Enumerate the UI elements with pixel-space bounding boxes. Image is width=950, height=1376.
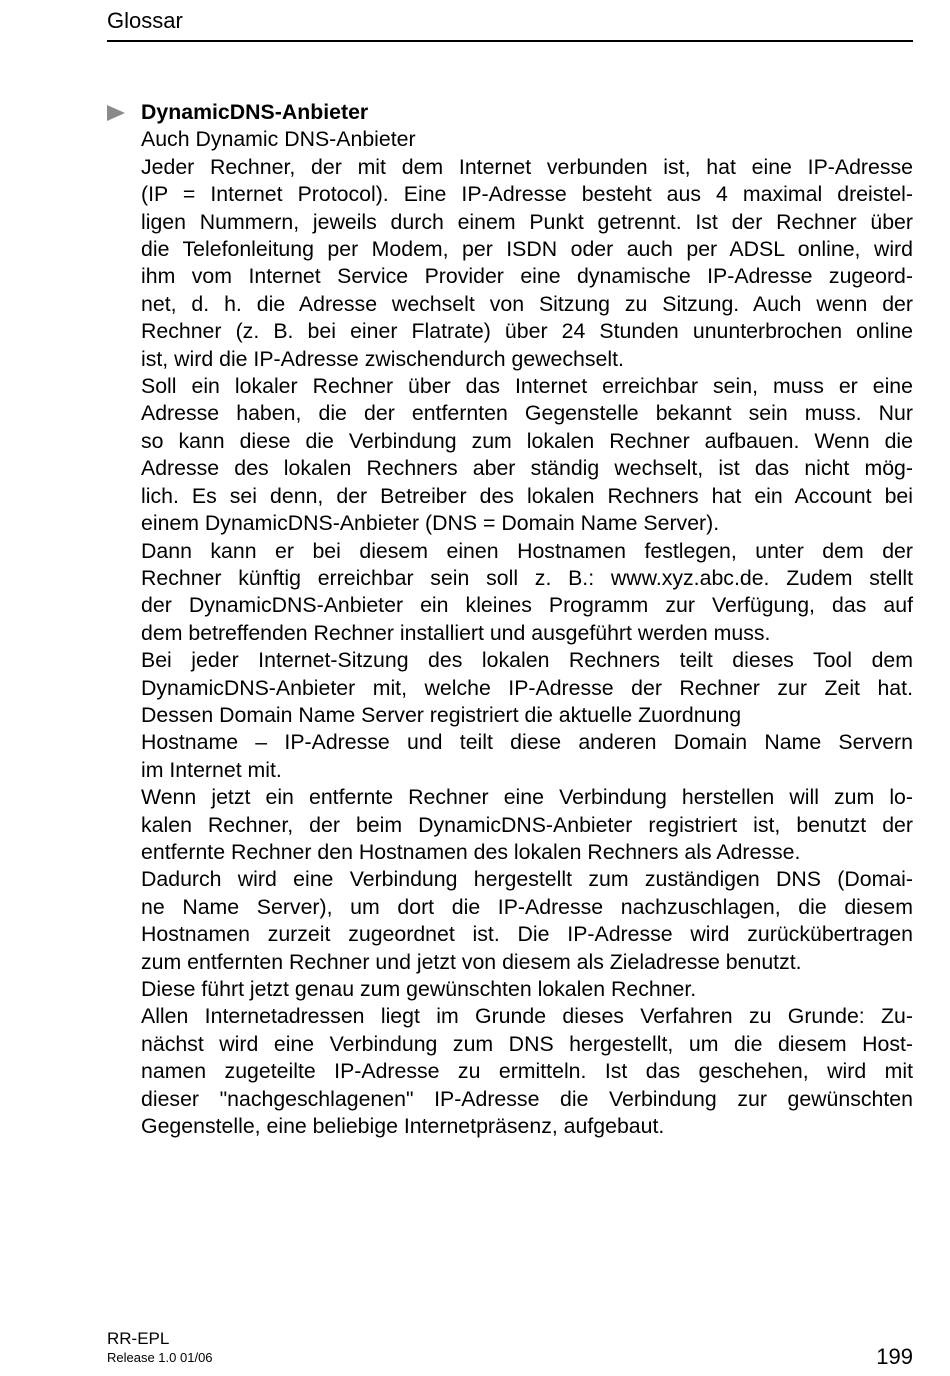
- body-text-line: Wenn jetzt ein entfernte Rechner eine Verbindung herstellen will zum lo-: [141, 785, 913, 810]
- body-text-line: im Internet mit.: [141, 757, 282, 782]
- body-text-line: zum entfernten Rechner und jetzt von diesem als Zieladresse benutzt.: [141, 949, 802, 974]
- body-text-line: Rechner (z. B. bei einer Flatrate) über 24 Stunden ununterbrochen online: [141, 319, 913, 344]
- body-text-line: Dessen Domain Name Server registriert die aktuelle Zuordnung: [141, 702, 742, 727]
- body-text-line: entfernte Rechner den Hostnamen des lokalen Rechners als Adresse.: [141, 839, 801, 864]
- body-text-line: einem DynamicDNS-Anbieter (DNS = Domain Name Server).: [141, 511, 720, 536]
- body-text-line: ligen Nummern, jeweils durch einem Punkt getrennt. Ist der Rechner über: [141, 209, 913, 234]
- body-text-line: Soll ein lokaler Rechner über das Internet erreichbar sein, muss er eine: [141, 374, 913, 399]
- body-text-line: DynamicDNS-Anbieter mit, welche IP-Adresse der Rechner zur Zeit hat.: [141, 675, 913, 700]
- body-text-line: Auch Dynamic DNS-Anbieter: [141, 127, 416, 152]
- page-header-title: Glossar: [107, 8, 183, 33]
- glossary-term: DynamicDNS-Anbieter: [141, 100, 369, 124]
- body-text-line: kalen Rechner, der beim DynamicDNS-Anbieter registriert ist, benutzt der: [141, 812, 913, 837]
- body-text-line: net, d. h. die Adresse wechselt von Sitzung zu Sitzung. Auch wenn der: [141, 291, 913, 316]
- body-text-line: dieser "nachgeschlagenen" IP-Adresse die Verbindung zur gewünschten: [141, 1086, 913, 1111]
- body-text-line: Jeder Rechner, der mit dem Internet verbunden ist, hat eine IP-Adresse: [141, 154, 913, 179]
- body-text-line: ne Name Server), um dort die IP-Adresse nachzuschlagen, die diesem: [141, 894, 913, 919]
- body-text-line: Diese führt jetzt genau zum gewünschten lokalen Rechner.: [141, 977, 697, 1001]
- body-text-line: Dadurch wird eine Verbindung hergestellt zum zuständigen DNS (Domai-: [141, 867, 913, 892]
- header-divider: [107, 40, 913, 42]
- body-text-line: die Telefonleitung per Modem, per ISDN oder auch per ADSL online, wird: [141, 237, 913, 262]
- body-text-line: Adresse des lokalen Rechners aber ständig wechselt, ist das nicht mög-: [141, 456, 913, 481]
- glossary-entry: [107, 99, 913, 1140]
- footer-document-id: RR-EPL: [107, 1329, 170, 1348]
- body-text-line: Hostnamen zurzeit zugeordnet ist. Die IP-Adresse wird zurückübertragen: [141, 922, 913, 947]
- body-text-line: dem betreffenden Rechner installiert und ausgeführt werden muss.: [141, 620, 771, 645]
- body-text-line: ihm vom Internet Service Provider eine dynamische IP-Adresse zugeord-: [141, 264, 913, 289]
- body-text-line: namen zugeteilte IP-Adresse zu ermitteln. Ist das geschehen, wird mit: [141, 1059, 913, 1084]
- body-text-line: nächst wird eine Verbindung zum DNS hergestellt, um die diesem Host-: [141, 1031, 913, 1056]
- body-text-line: Allen Internetadressen liegt im Grunde dieses Verfahren zu Grunde: Zu-: [141, 1004, 913, 1029]
- body-text-line: (IP = Internet Protocol). Eine IP-Adresse besteht aus 4 maximal dreistel-: [141, 182, 913, 207]
- body-text-line: lich. Es sei denn, der Betreiber des lokalen Rechners hat ein Account bei: [141, 483, 913, 508]
- footer-release-info: Release 1.0 01/06: [107, 1350, 213, 1365]
- body-text-line: Hostname – IP-Adresse und teilt diese anderen Domain Name Servern: [141, 730, 913, 755]
- body-text-line: Rechner künftig erreichbar sein soll z. B.: www.xyz.abc.de. Zudem stellt: [141, 565, 913, 590]
- body-text-line: Gegenstelle, eine beliebige Internetpräsenz, aufgebaut.: [141, 1114, 665, 1139]
- body-text-line: Adresse haben, die der entfernten Gegenstelle bekannt sein muss. Nur: [141, 401, 913, 426]
- body-text-line: der DynamicDNS-Anbieter ein kleines Programm zur Verfügung, das auf: [141, 593, 913, 618]
- body-text-line: Bei jeder Internet-Sitzung des lokalen Rechners teilt dieses Tool dem: [141, 648, 913, 673]
- body-text-line: ist, wird die IP-Adresse zwischendurch gewechselt.: [141, 346, 624, 371]
- page-number: 199: [876, 1344, 913, 1369]
- body-text-line: so kann diese die Verbindung zum lokalen Rechner aufbauen. Wenn die: [141, 428, 913, 453]
- entry-body: [141, 99, 913, 1140]
- body-text-line: Dann kann er bei diesem einen Hostnamen festlegen, unter dem der: [141, 538, 913, 563]
- triangle-bullet-icon: [107, 105, 125, 121]
